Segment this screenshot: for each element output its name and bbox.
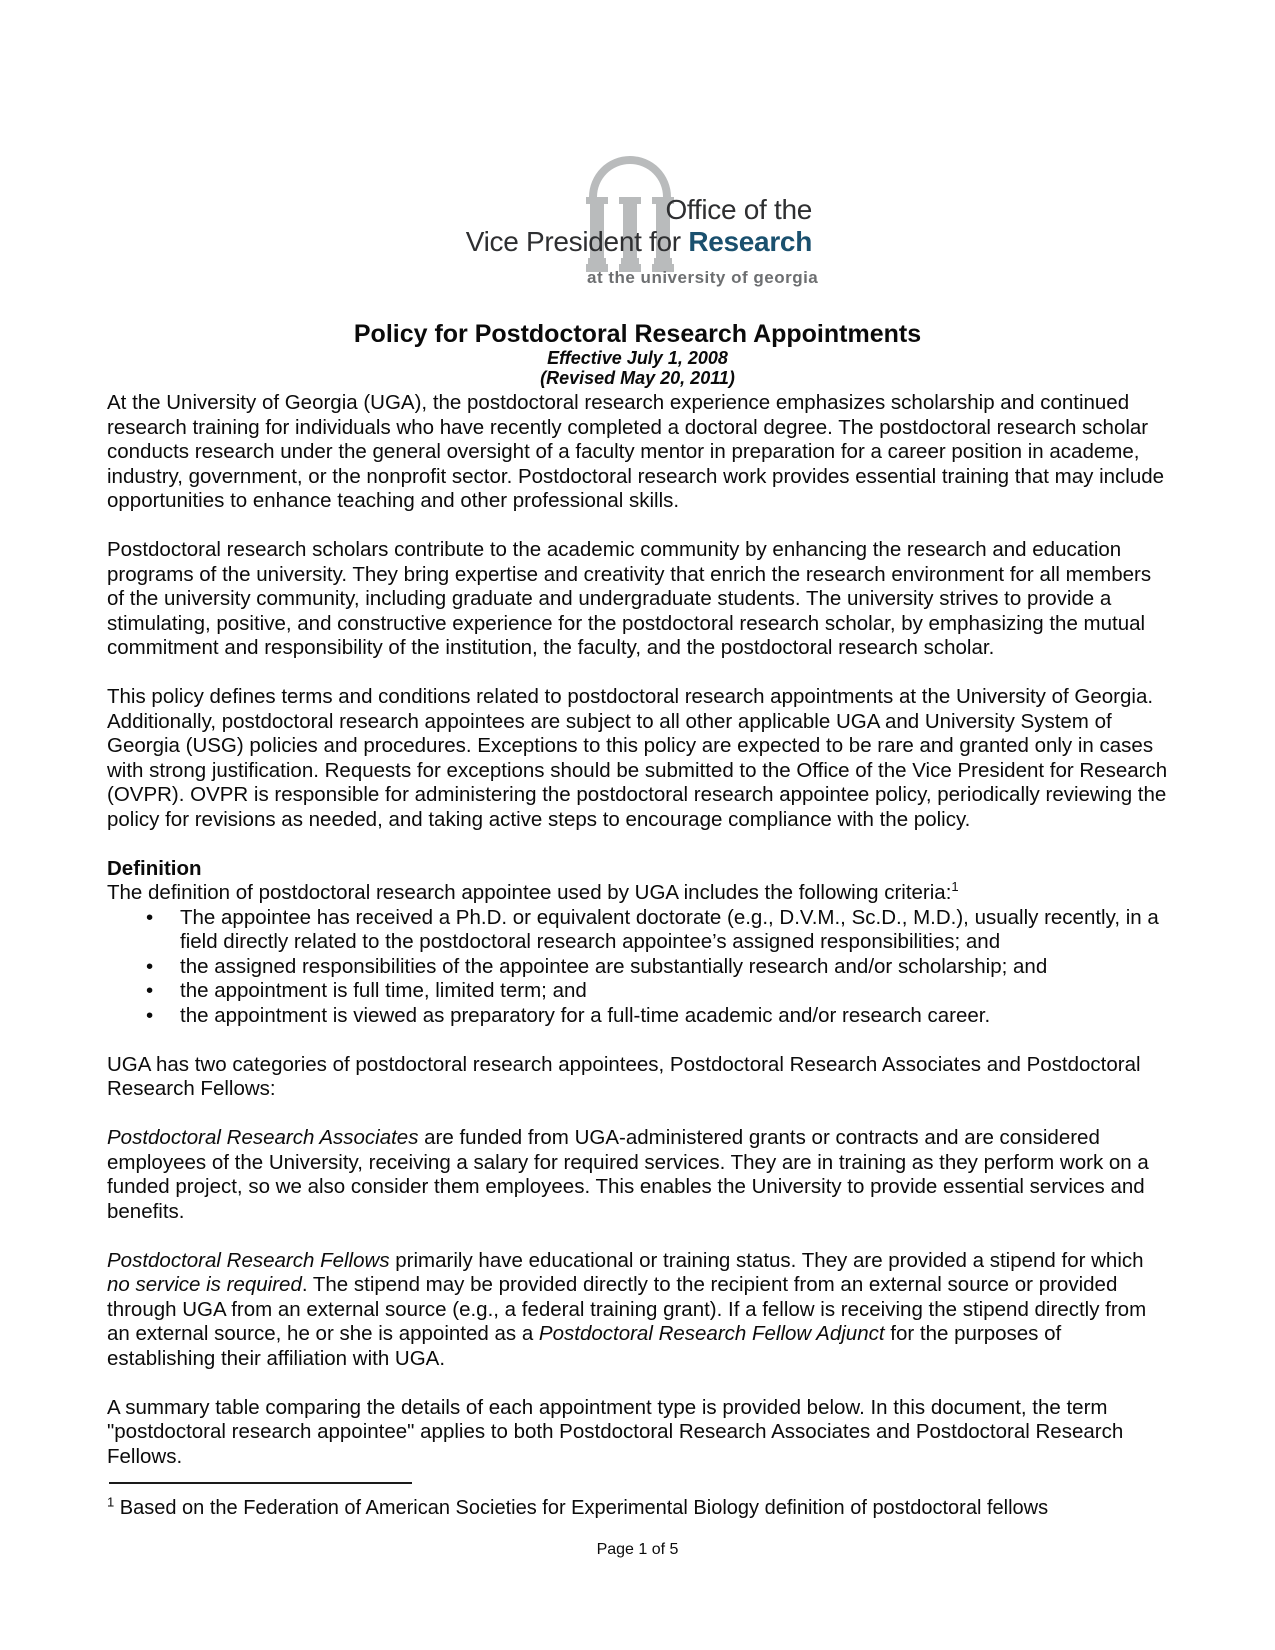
- logo-research-text: Research: [688, 226, 812, 257]
- criteria-item-text: the assigned responsibilities of the appointee are substantially research and/or scholarship; and: [180, 954, 1048, 978]
- criteria-item: [107, 955, 1168, 980]
- footnote-section: [107, 1482, 1168, 1520]
- fellows-text-1: primarily have educational or training status. They are provided a stipend for which: [389, 1248, 1144, 1272]
- logo-vp-text: Vice President for: [465, 226, 689, 257]
- footnote-text: [107, 1496, 1168, 1520]
- criteria-list: [107, 906, 1168, 1029]
- criteria-item: [107, 906, 1168, 955]
- subtitle-effective-date: Effective July 1, 2008: [547, 348, 728, 368]
- logo-line-office: Office of the: [665, 194, 812, 225]
- criteria-item: [107, 979, 1168, 1004]
- footnote-separator-rule: [109, 1482, 412, 1484]
- paragraph-associates: [107, 1126, 1168, 1224]
- no-service-term: no service is required: [107, 1273, 302, 1296]
- bullet-icon: •: [146, 1003, 154, 1027]
- bullet-icon: •: [146, 905, 154, 929]
- bullet-icon: •: [146, 954, 154, 978]
- document-body: [107, 320, 1168, 1469]
- criteria-item-text: the appointment is viewed as preparatory for a full-time academic and/or research career.: [180, 1003, 991, 1027]
- fellow-adjunct-term: Postdoctoral Research Fellow Adjunct: [538, 1322, 885, 1345]
- ovpr-logo: [430, 138, 822, 296]
- logo-tagline: at the university of georgia: [587, 268, 819, 287]
- paragraph-intro: At the University of Georgia (UGA), the postdoctoral research experience emphasizes scholarship and continued research training for individuals who have recently completed a doctoral degree. The postdoctoral research scholar conducts research under the general oversight of a faculty mentor in preparation for a career position in academe, industry, government, or the nonprofit sector. Postdoctoral research work provides essential training that may include opportunities to enhance teaching and other professional skills.: [107, 391, 1165, 512]
- paragraph-contribution: Postdoctoral research scholars contribute to the academic community by enhancing the research and education programs of the university. They bring expertise and creativity that enrich the research environment for all members of the university community, including graduate and undergraduate students. The university strives to provide a stimulating, positive, and constructive experience for the postdoctoral research scholar, by emphasizing the mutual commitment and responsibility of the institution, the faculty, and the postdoctoral research scholar.: [107, 538, 1152, 659]
- logo-wordmark: [466, 196, 812, 256]
- fellows-text-2: . The stipend may be provided directly to the recipient from an external source or provided through UGA from an external source (e.g., a federal training grant). If a fellow is receiving the stipend directly from an external source, he or she is appointed as a: [107, 1273, 1147, 1345]
- paragraph-summary-table: A summary table comparing the details of each appointment type is provided below. In this document, the term "postdoctoral research appointee" applies to both Postdoctoral Research Associates and Postdoctoral Research Fellows.: [107, 1395, 1124, 1468]
- page-number: Page 1 of 5: [596, 1541, 679, 1558]
- associates-text: are funded from UGA-administered grants or contracts and are considered employees of the University, receiving a salary for required services. They are in training as they perform work on a funded project, so we also consider them employees. This enables the University to provide essential services and benefits.: [107, 1126, 1149, 1223]
- paragraph-policy-scope: This policy defines terms and conditions related to postdoctoral research appointments at the University of Georgia. Additionally, postdoctoral research appointees are subject to all other applicable UGA and University System of Georgia (USG) policies and procedures. Exceptions to this policy are expected to be rare and granted only in cases with strong justification. Requests for exceptions should be submitted to the Office of the Vice President for Research (OVPR). OVPR is responsible for administering the postdoctoral research appointee policy, periodically reviewing the policy for revisions as needed, and taking active steps to encourage compliance with the policy.: [107, 685, 1168, 831]
- criteria-item: [107, 1004, 1168, 1029]
- logo-line-vp-research: [466, 228, 812, 256]
- subtitle-revised-date: (Revised May 20, 2011): [540, 368, 735, 388]
- footnote-number: 1: [107, 1494, 115, 1510]
- fellows-term: Postdoctoral Research Fellows: [107, 1248, 390, 1272]
- paragraph-fellows: [107, 1249, 1168, 1372]
- footnote-body: Based on the Federation of American Societies for Experimental Biology definition of postdoctoral fellows: [114, 1497, 1049, 1519]
- fellows-text-3: for the purposes of establishing their affiliation with UGA.: [107, 1322, 1062, 1370]
- page-title: Policy for Postdoctoral Research Appointments: [353, 320, 922, 348]
- associates-term: Postdoctoral Research Associates: [107, 1126, 419, 1149]
- footnote-reference-marker: 1: [951, 879, 959, 895]
- paragraph-two-categories: UGA has two categories of postdoctoral research appointees, Postdoctoral Research Associates and Postdoctoral Research Fellows:: [107, 1052, 1141, 1100]
- criteria-item-text: The appointee has received a Ph.D. or equivalent doctorate (e.g., D.V.M., Sc.D., M.D.), usually recently, in a field directly related to the postdoctoral research appointee’s assigned responsibilities; and: [180, 905, 1159, 953]
- section-heading-definition: Definition: [107, 856, 202, 880]
- definition-intro-text: The definition of postdoctoral research appointee used by UGA includes the following criteria:: [107, 881, 952, 904]
- definition-intro-line: [107, 881, 1168, 906]
- bullet-icon: •: [146, 979, 154, 1002]
- criteria-item-text: the appointment is full time, limited term; and: [180, 979, 587, 1002]
